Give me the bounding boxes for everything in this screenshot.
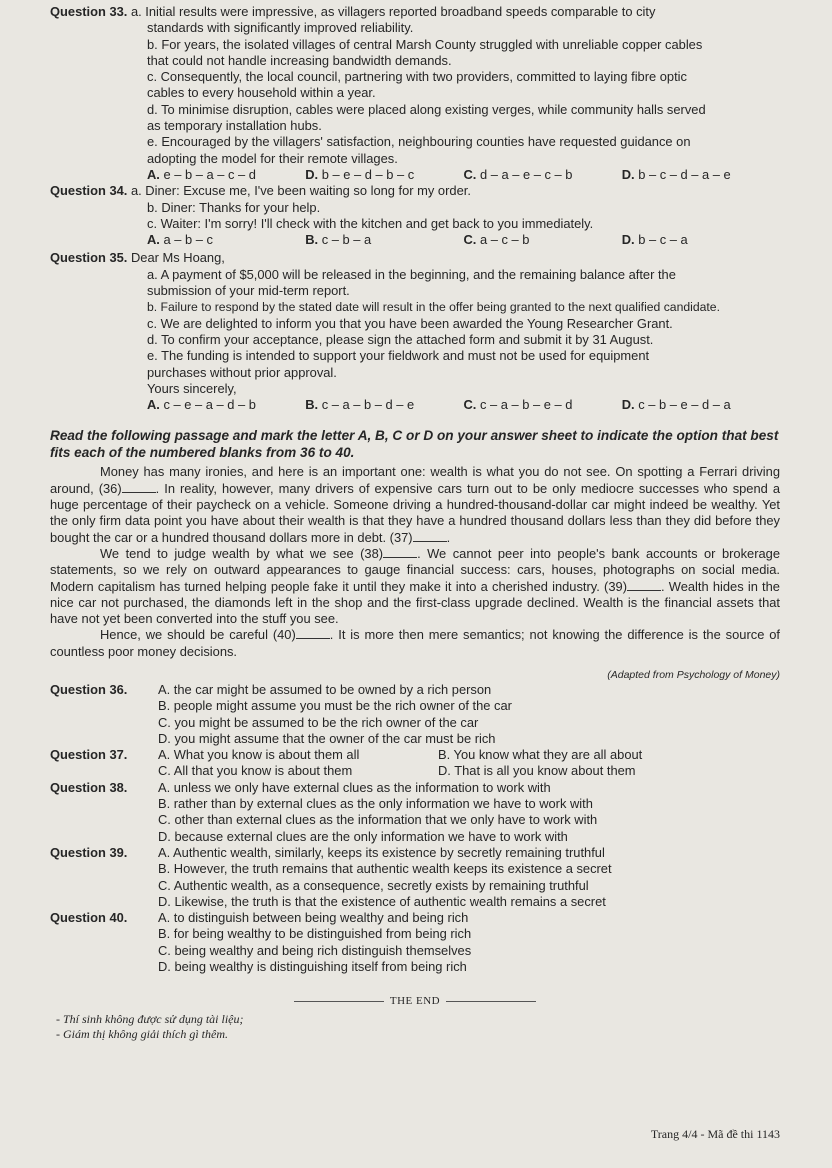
- option-c[interactable]: C. Authentic wealth, as a consequence, secretly exists by remaining truthful: [158, 877, 589, 893]
- option-b[interactable]: B. You know what they are all about: [438, 747, 643, 763]
- option-b[interactable]: B. for being wealthy to be distinguished from being rich: [158, 926, 472, 942]
- option-a[interactable]: A. Authentic wealth, similarly, keeps its existence by secretly remaining truthful: [158, 844, 605, 860]
- letter-closing: Yours sincerely,: [147, 380, 237, 396]
- option-d[interactable]: D. being wealthy is distinguishing itself from being rich: [158, 959, 467, 975]
- question-39-label: Question 39.: [50, 844, 128, 860]
- option-a[interactable]: A. unless we only have external clues as the information to work with: [158, 779, 551, 795]
- option-c[interactable]: C. you might be assumed to be the rich owner of the car: [158, 714, 479, 730]
- option-c[interactable]: C. being wealthy and being rich distinguish themselves: [158, 942, 472, 958]
- question-38-label: Question 38.: [50, 779, 128, 795]
- question-33-item: b. For years, the isolated villages of central Marsh County struggled with unreliable copper cables: [147, 36, 703, 52]
- question-35-options: [50, 397, 780, 413]
- option-b[interactable]: B. people might assume you must be the rich owner of the car: [158, 698, 512, 714]
- question-35-label: Question 35.: [50, 250, 128, 266]
- option-c[interactable]: C. All that you know is about them: [158, 763, 353, 779]
- question-34-options: [50, 232, 780, 248]
- exam-notes: [56, 1012, 780, 1042]
- passage-paragraph-3: Hence, we should be careful (40) . It is more then mere semantics; not knowing the difference is the source of countless poor money decisions.: [50, 627, 781, 659]
- question-35-item: submission of your mid-term report.: [147, 283, 350, 299]
- question-33-item: e. Encouraged by the villagers' satisfaction, neighbouring counties have requested guidance on: [147, 134, 691, 150]
- question-34: [50, 183, 780, 248]
- question-33-item: c. Consequently, the local council, partnering with two providers, committed to laying fibre optic: [147, 69, 687, 85]
- option-c[interactable]: C. c – a – b – e – d: [463, 397, 573, 413]
- question-34-item: c. Waiter: I'm sorry! I'll check with the kitchen and get back to you immediately.: [147, 215, 594, 231]
- question-34-label: Question 34.: [50, 183, 128, 199]
- question-40: [50, 910, 780, 975]
- note-line: - Thí sinh không được sử dụng tài liệu;: [56, 1011, 244, 1026]
- option-d[interactable]: D. you might assume that the owner of the car must be rich: [158, 730, 496, 746]
- question-33-item: cables to every household within a year.: [147, 85, 376, 101]
- question-33-options: [50, 167, 780, 183]
- option-d[interactable]: D. That is all you know about them: [438, 763, 636, 779]
- option-d[interactable]: D. b – c – d – a – e: [621, 166, 731, 182]
- question-33-item: d. To minimise disruption, cables were placed along existing verges, while community halls served: [147, 101, 706, 117]
- blank-37: [413, 530, 447, 542]
- passage-source: (Adapted from Psychology of Money): [607, 668, 780, 681]
- option-d[interactable]: D. Likewise, the truth is that the existence of authentic wealth remains a secret: [158, 893, 606, 909]
- question-40-label: Question 40.: [50, 910, 128, 926]
- passage-paragraph-2: We tend to judge wealth by what we see (38) . We cannot peer into people's bank accounts or brokerage statements, so we rely on outward appearances to gauge financial success: cars, houses, photographs on social media. Modern capitalism has turned helping people fake it until they make it into a cherished industry. (39) . Wealth hides in the nice car not purchased, the diamonds left in the shop and the first-class upgrade declined. Wealth is the financial assets that have not yet been converted into the stuff you see.: [50, 545, 780, 627]
- question-36-label: Question 36.: [50, 681, 128, 697]
- question-35-item: c. We are delighted to inform you that you have been awarded the Young Researcher Grant.: [147, 315, 673, 331]
- blank-39: [627, 579, 661, 591]
- blank-40: [296, 627, 330, 639]
- question-39: [50, 845, 780, 910]
- question-36: [50, 682, 780, 747]
- option-a[interactable]: A. to distinguish between being wealthy and being rich: [158, 910, 469, 926]
- option-b[interactable]: B. However, the truth remains that authentic wealth keeps its existence a secret: [158, 861, 612, 877]
- option-a[interactable]: A. What you know is about them all: [158, 747, 360, 763]
- option-a[interactable]: A. a – b – c: [147, 232, 213, 248]
- note-line: - Giám thị không giải thích gì thêm.: [56, 1026, 228, 1041]
- option-b[interactable]: B. c – b – a: [305, 232, 372, 248]
- question-37-label: Question 37.: [50, 747, 128, 763]
- section-instruction: Read the following passage and mark the letter A, B, C or D on your answer sheet to indicate the option that best fits each of the numbered blanks from 36 to 40.: [50, 428, 779, 461]
- question-35-item: e. The funding is intended to support your fieldwork and must not be used for equipment: [147, 348, 650, 364]
- question-35-item: b. Failure to respond by the stated date will result in the offer being granted to the next qualified candidate.: [147, 300, 720, 315]
- question-33-item: a. Initial results were impressive, as villagers reported broadband speeds comparable to city: [130, 4, 656, 19]
- option-c[interactable]: C. a – c – b: [463, 232, 530, 248]
- divider: [294, 1001, 384, 1002]
- end-marker: [50, 993, 780, 1009]
- passage-paragraph-1: Money has many ironies, and here is an important one: wealth is what you do not see. On spotting a Ferrari driving around, (36) . In reality, however, many drivers of expensive cars turn out to be only mediocre successes who spend a huge percentage of their paycheck on a vehicle. Someone driving a hundred-thousand-dollar car might indeed be wealthy. Yet the only firm data point you have about their wealth is that they have a hundred thousand dollars less than they did before they bought the car or a hundred thousand dollars more in debt. (37) .: [50, 464, 780, 545]
- divider: [446, 1001, 536, 1002]
- option-b[interactable]: B. c – a – b – d – e: [305, 397, 415, 413]
- question-35: [50, 250, 780, 413]
- letter-greeting: Dear Ms Hoang,: [130, 250, 225, 266]
- option-c[interactable]: C. other than external clues as the information that we only have to work with: [158, 812, 598, 828]
- question-37: [50, 747, 780, 780]
- question-33-label: Question 33.: [50, 4, 128, 19]
- question-34-item: a. Diner: Excuse me, I've been waiting so long for my order.: [130, 183, 471, 199]
- option-a[interactable]: A. c – e – a – d – b: [147, 397, 256, 413]
- page-footer: Trang 4/4 - Mã đề thi 1143: [650, 1127, 780, 1141]
- question-35-item: d. To confirm your acceptance, please sign the attached form and submit it by 31 August.: [147, 331, 654, 347]
- reading-passage: [50, 464, 780, 682]
- question-33-item: adopting the model for their remote villages.: [147, 150, 398, 166]
- question-38: [50, 780, 780, 845]
- question-33: [50, 4, 780, 183]
- option-b[interactable]: B. rather than by external clues as the only information we have to work with: [158, 796, 593, 812]
- question-34-item: b. Diner: Thanks for your help.: [147, 199, 321, 215]
- blank-36: [122, 481, 156, 493]
- option-d[interactable]: D. c – b – e – d – a: [621, 397, 731, 413]
- blank-38: [383, 546, 417, 558]
- option-b[interactable]: D. b – e – d – b – c: [305, 166, 415, 182]
- question-33-item: that could not handle increasing bandwidth demands.: [147, 52, 452, 68]
- end-text: THE END: [389, 995, 441, 1008]
- option-d[interactable]: D. b – c – a: [621, 232, 688, 248]
- question-33-item: as temporary installation hubs.: [147, 118, 322, 134]
- option-c[interactable]: C. d – a – e – c – b: [463, 166, 573, 182]
- question-35-item: purchases without prior approval.: [147, 364, 337, 380]
- option-a[interactable]: A. the car might be assumed to be owned by a rich person: [158, 681, 492, 697]
- question-35-item: a. A payment of $5,000 will be released in the beginning, and the remaining balance after the: [147, 266, 676, 282]
- question-33-item: standards with significantly improved reliability.: [147, 20, 414, 36]
- option-a[interactable]: A. e – b – a – c – d: [147, 166, 256, 182]
- option-d[interactable]: D. because external clues are the only information we have to work with: [158, 828, 568, 844]
